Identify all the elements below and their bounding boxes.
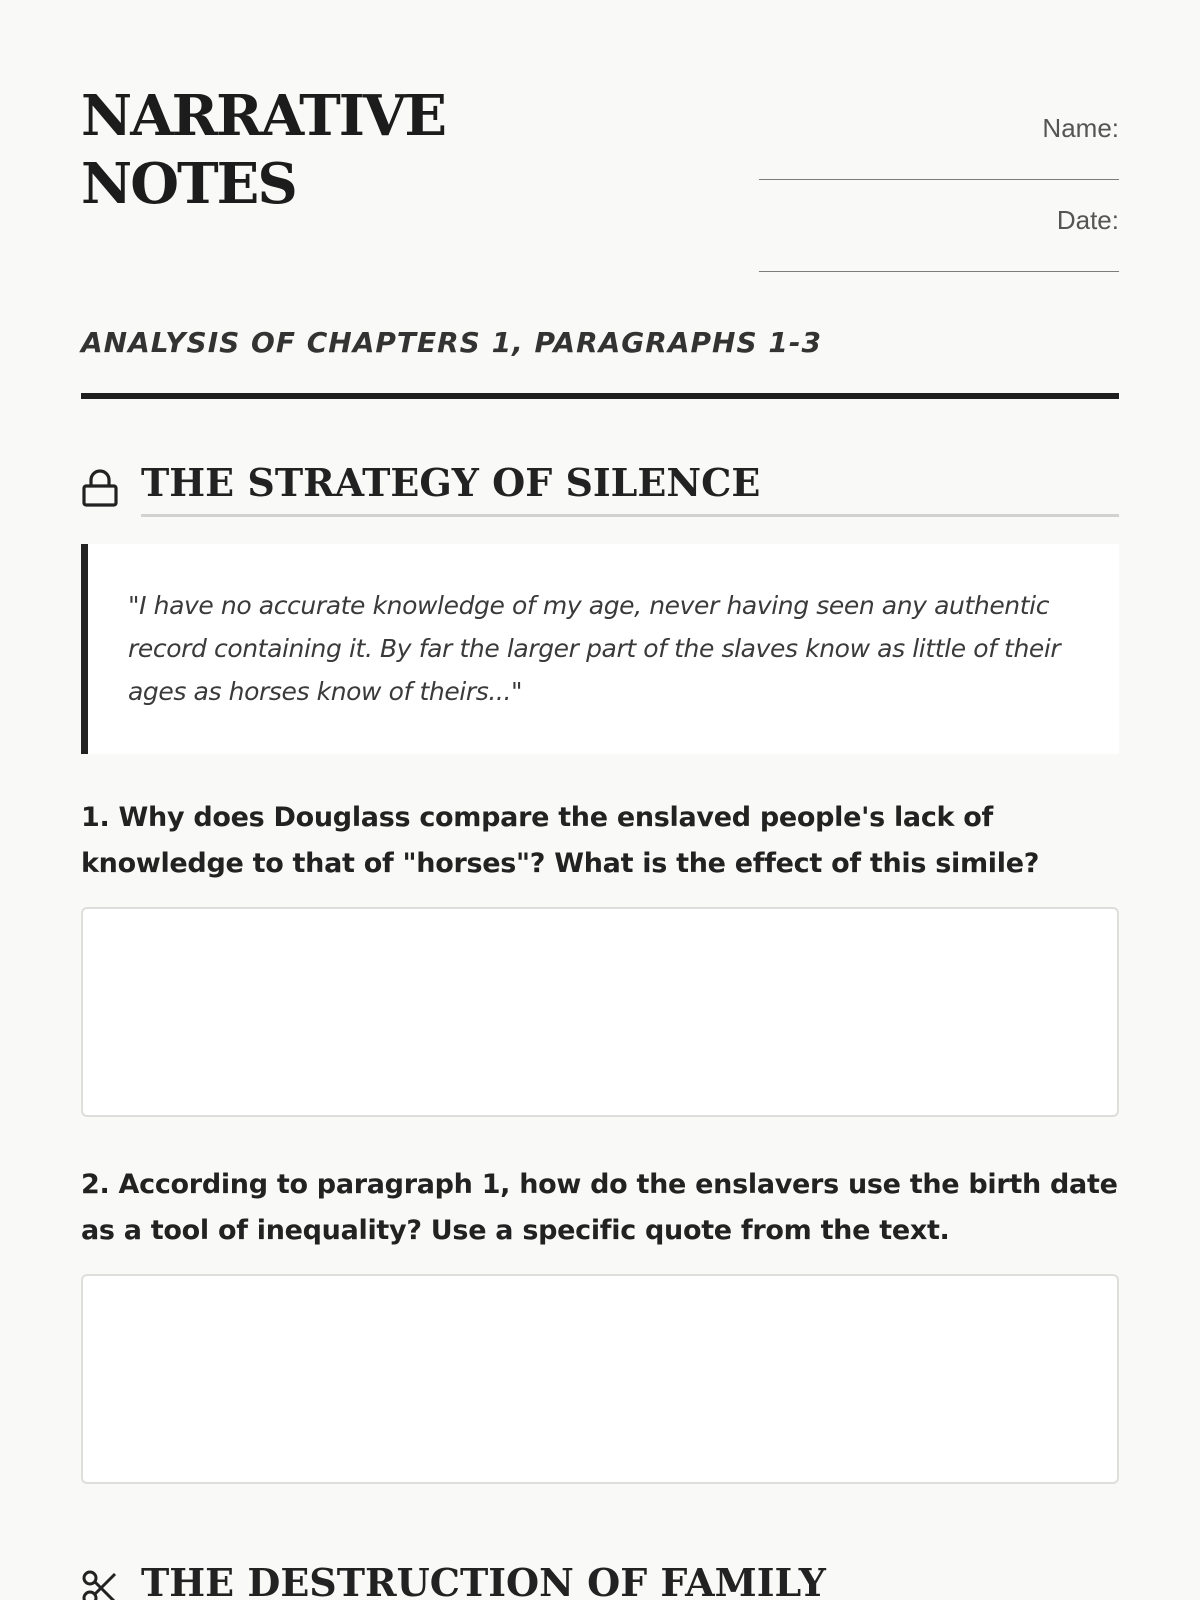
question-1: 1. Why does Douglass compare the enslaved people's lack of knowledge to that of "horses"? What is the effect of this simile? — [81, 802, 1040, 879]
excerpt-quote: "I have no accurate knowledge of my age, never having seen any authentic record containing it. By far the larger part of the slaves know as little of their ages as horses know of theirs..." — [81, 544, 1119, 754]
section-title: THE DESTRUCTION OF FAMILY — [141, 1560, 826, 1600]
lock-icon — [81, 468, 119, 508]
document-title — [81, 82, 521, 218]
section-destruction-of-family — [81, 1558, 1119, 1600]
worksheet-subtitle: ANALYSIS OF CHAPTERS 1, PARAGRAPHS 1-3 — [81, 326, 822, 359]
worksheet-header — [81, 0, 1119, 359]
section-title: THE STRATEGY OF SILENCE — [141, 458, 1119, 517]
question-2: 2. According to paragraph 1, how do the enslavers use the birth date as a tool of inequality? Use a specific quote from the text. — [81, 1169, 1118, 1246]
date-label: Date: — [1056, 205, 1119, 235]
answer-box-2[interactable] — [81, 1274, 1119, 1484]
name-blank-line[interactable]: ______________________________ — [758, 162, 1119, 185]
section-strategy-of-silence — [81, 458, 1119, 518]
scissors-icon — [81, 1568, 119, 1600]
name-label: Name: — [1042, 113, 1119, 143]
document-title-line-1: NARRATIVE — [81, 83, 446, 149]
date-blank-line[interactable]: ______________________________ — [758, 254, 1119, 277]
quote-container — [81, 544, 1119, 754]
document-title-line-2: NOTES — [81, 151, 296, 217]
section-heading — [81, 1558, 1119, 1600]
section-heading — [81, 458, 1119, 518]
header-divider — [81, 393, 1119, 399]
answer-box-1[interactable] — [81, 907, 1119, 1117]
student-info-fields — [759, 108, 1119, 292]
